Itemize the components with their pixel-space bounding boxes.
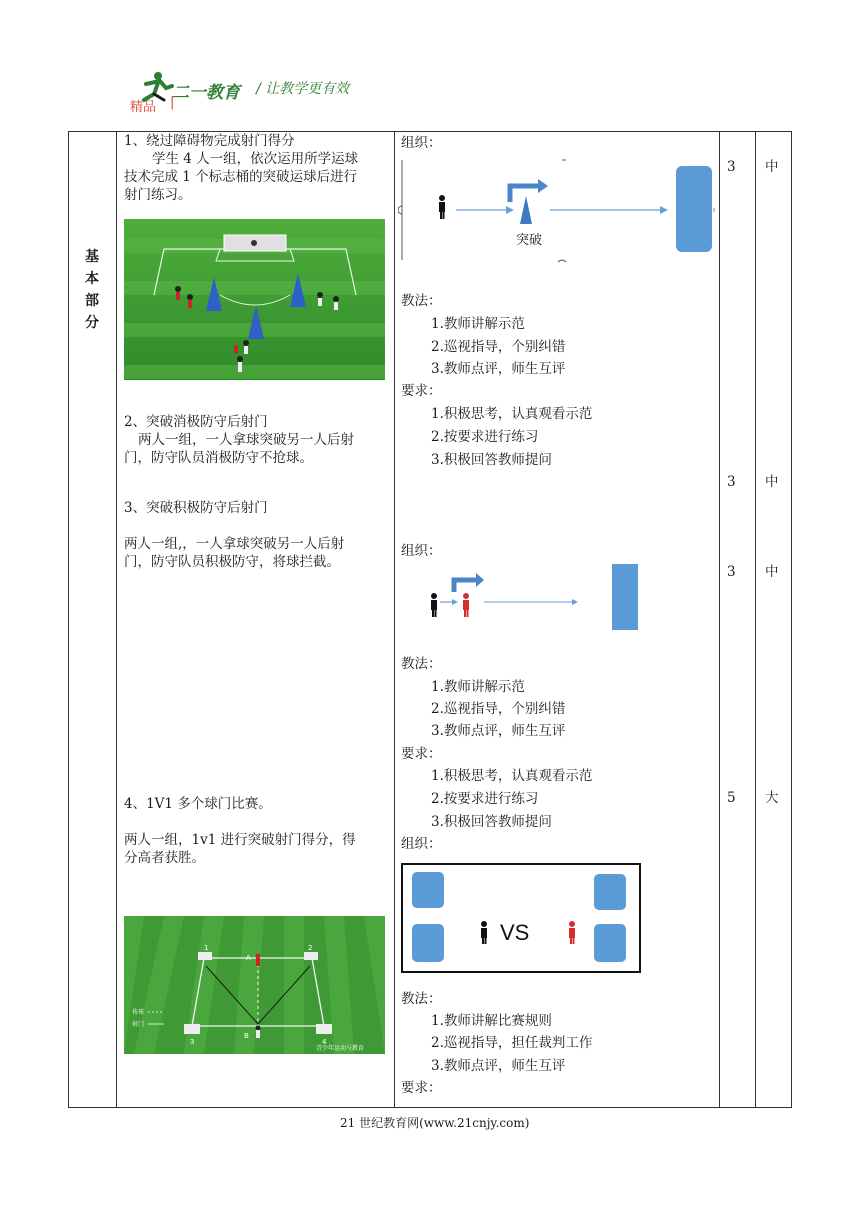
req-title-2: 要求：: [401, 746, 442, 762]
item4-title: 4、1V1 多个球门比赛。: [124, 796, 272, 812]
pitch-image-1: [124, 219, 385, 380]
req-line: 2.按要求进行练习: [431, 429, 539, 445]
method-line: 2.巡视指导，担任裁判工作: [431, 1035, 593, 1051]
item1-title: 1、绕过障碍物完成射门得分: [124, 133, 295, 149]
item2-desc-line: 门，防守队员消极防守不抢球。: [124, 450, 313, 466]
method-line: 3.教师点评，师生互评: [431, 723, 566, 739]
method-title-2: 教法：: [401, 656, 442, 672]
diagram-1: [398, 154, 716, 266]
method-line: 3.教师点评，师生互评: [431, 1058, 566, 1074]
item4-desc-line: 分高者获胜。: [124, 850, 205, 866]
attacker-icon: [431, 593, 437, 617]
intensity-value: 中: [765, 159, 779, 175]
pitch-label-2: 2: [308, 944, 313, 952]
item4-desc-line: 两人一组，1v1 进行突破射门得分，得: [124, 832, 356, 848]
intensity-value: 中: [765, 564, 779, 580]
section-char: 基: [85, 249, 99, 265]
req-line: 2.按要求进行练习: [431, 791, 539, 807]
legend-pass: 传球: [132, 1009, 145, 1016]
time-value: 3: [727, 474, 736, 490]
section-char: 本: [85, 271, 99, 287]
goal-icon: [594, 874, 626, 910]
method-line: 1.教师讲解示范: [431, 679, 525, 695]
goal-icon: [594, 924, 626, 962]
pitch-label-1: 1: [204, 944, 209, 952]
req-title-3: 要求：: [401, 1080, 442, 1096]
goal-icon: [612, 564, 638, 630]
req-line: 3.积极回答教师提问: [431, 452, 552, 468]
pitch-label-4: 4: [322, 1038, 327, 1046]
pitch-label-3: 3: [190, 1038, 195, 1046]
method-line: 2.巡视指导，个别纠错: [431, 701, 566, 717]
pitch-image-2: [124, 916, 385, 1054]
section-char: 分: [85, 315, 99, 331]
method-line: 2.巡视指导，个别纠错: [431, 339, 566, 355]
diagram-3: [400, 862, 642, 974]
req-line: 1.积极思考，认真观看示范: [431, 406, 593, 422]
vs-label: VS: [500, 920, 530, 945]
method-title-3: 教法：: [401, 991, 442, 1007]
org-label-1: 组织：: [401, 135, 442, 151]
method-line: 1.教师讲解示范: [431, 316, 525, 332]
pitch-label-b: B: [244, 1032, 249, 1040]
goal-icon: [412, 924, 444, 962]
section-label: [82, 246, 102, 334]
diagram-2: [420, 562, 670, 632]
item1-desc-line: 学生 4 人一组，依次运用所学运球: [152, 151, 359, 167]
req-title-1: 要求：: [401, 383, 442, 399]
method-line: 3.教师点评，师生互评: [431, 361, 566, 377]
item2-desc-line: 两人一组，一人拿球突破另一人后射: [138, 432, 354, 448]
goal-icon: [676, 166, 712, 252]
time-value: 3: [727, 564, 736, 580]
legend-shoot: 射门: [132, 1021, 145, 1028]
org-label-2: 组织：: [401, 543, 442, 559]
breakthrough-label: 突破: [516, 233, 543, 248]
brand-name: 二一教育: [172, 83, 240, 103]
item3-desc-line: 门，防守队员积极防守，将球拦截。: [124, 554, 340, 570]
time-value: 3: [727, 159, 736, 175]
method-line: 1.教师讲解比赛规则: [431, 1013, 552, 1029]
section-char: 部: [85, 293, 99, 309]
method-title-1: 教法：: [401, 293, 442, 309]
watermark: 青少年运动与教育: [316, 1045, 365, 1052]
defender-icon: [463, 593, 469, 617]
item1-desc-line: 技术完成 1 个标志桶的突破运球后进行: [124, 169, 358, 185]
item3-desc-line: 两人一组,，一人拿球突破另一人后射: [124, 536, 345, 552]
slogan: / 让教学更有效: [256, 81, 350, 97]
pitch-label-a: A: [246, 954, 251, 962]
req-line: 1.积极思考，认真观看示范: [431, 768, 593, 784]
item1-desc-line: 射门练习。: [124, 187, 192, 203]
intensity-value: 大: [765, 790, 779, 806]
time-value: 5: [727, 790, 736, 806]
item3-title: 3、突破积极防守后射门: [124, 500, 268, 516]
tag-separator: |: [170, 95, 175, 110]
req-line: 3.积极回答教师提问: [431, 814, 552, 830]
cone-icon: [520, 196, 532, 224]
goal-icon: [412, 872, 444, 908]
page-footer: 21 世纪教育网(www.21cnjy.com): [340, 1116, 530, 1130]
quality-tag: 精品: [130, 100, 157, 115]
item2-title: 2、突破消极防守后射门: [124, 414, 268, 430]
header: [128, 68, 388, 114]
org-label-3: 组织：: [401, 836, 442, 852]
player-icon: [439, 195, 445, 219]
intensity-value: 中: [765, 474, 779, 490]
